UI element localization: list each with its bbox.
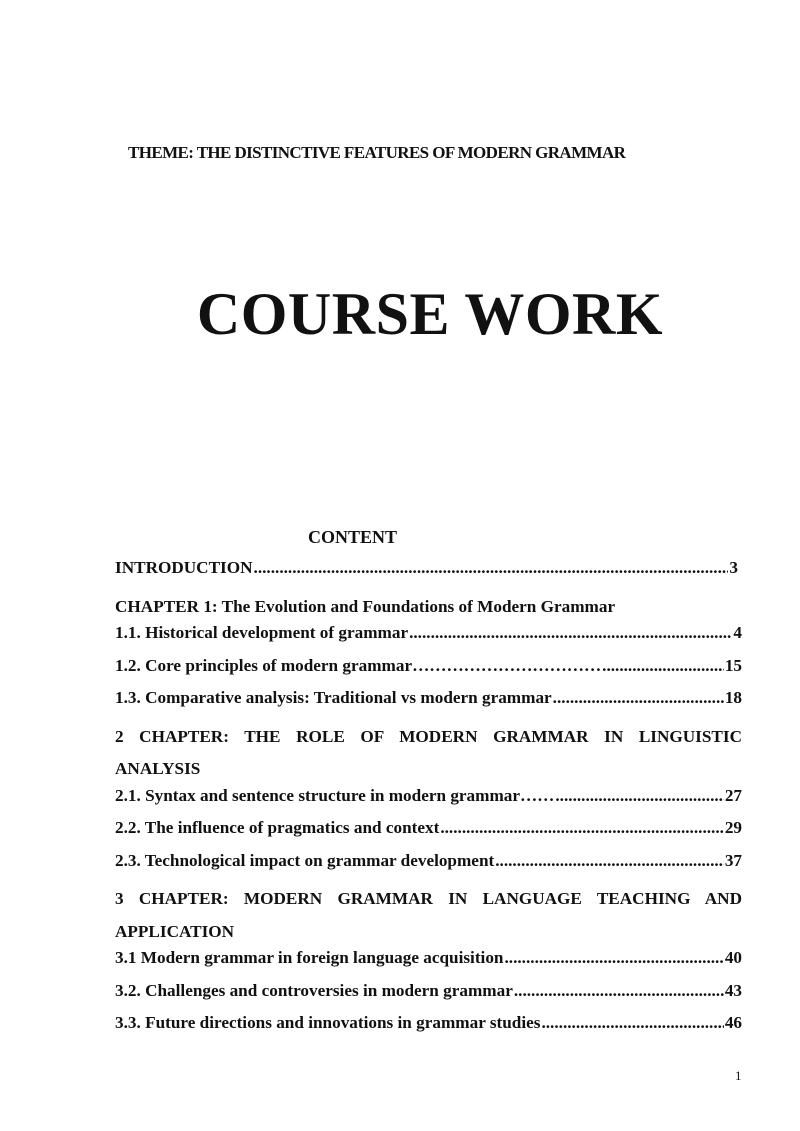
toc-chapter-2-line-1: 2 CHAPTER: THE ROLE OF MODERN GRAMMAR IN LINGUISTIC [115, 726, 742, 746]
toc-entry-introduction[interactable] [115, 558, 742, 591]
toc-chapter-1-heading[interactable]: CHAPTER 1: The Evolution and Foundations of Modern Grammar [115, 596, 616, 616]
toc-dot-leader [555, 786, 723, 806]
page-number: 1 [735, 1068, 742, 1083]
toc-entry-label: 2.3. Technological impact on grammar development [115, 850, 495, 870]
toc-entry-2-2[interactable] [115, 818, 742, 851]
toc-entry-label: 1.3. Comparative analysis: Traditional vs modern grammar [115, 688, 552, 707]
toc-dot-leader [514, 981, 724, 1001]
toc-entry-3-1[interactable] [115, 948, 742, 981]
contents-heading: CONTENT [308, 527, 398, 547]
toc-chapter-3-line-1: 3 CHAPTER: MODERN GRAMMAR IN LANGUAGE TEACHING AND [115, 889, 742, 908]
toc-chapter-2-line-2: ANALYSIS [115, 759, 201, 778]
toc-entry-label: 3.2. Challenges and controversies in modern grammar [115, 980, 513, 1000]
toc-entry-page: 43 [724, 980, 742, 1000]
toc-entry-2-3[interactable] [115, 851, 742, 884]
toc-entry-label: 1.2. Core principles of modern grammar…………………………… [115, 655, 602, 675]
toc-dot-leader [409, 623, 732, 643]
toc-entry-page: 3 [729, 558, 738, 577]
toc-dot-leader [495, 851, 724, 871]
toc-entry-label: INTRODUCTION [115, 558, 253, 577]
toc-entry-label: 1.1. Historical development of grammar [115, 623, 409, 642]
toc-entry-page: 4 [733, 623, 742, 642]
toc-entry-3-2[interactable] [115, 981, 742, 1014]
toc-chapter-3-line-2: APPLICATION [115, 921, 235, 941]
toc-entry-page: 46 [724, 1013, 742, 1032]
course-work-title: COURSE WORK [196, 281, 664, 347]
toc-entry-2-1[interactable] [115, 786, 742, 819]
toc-chapter-3-heading[interactable] [115, 883, 742, 948]
toc-entry-page: 27 [724, 785, 742, 805]
toc-dot-leader [541, 1013, 723, 1033]
toc-dot-leader [602, 656, 724, 676]
toc-entry-label: 3.3. Future directions and innovations in grammar studies [115, 1013, 541, 1032]
toc-entry-3-3[interactable] [115, 1013, 742, 1046]
toc-entry-page: 40 [724, 948, 742, 967]
toc-entry-page: 37 [724, 850, 742, 870]
table-of-contents [115, 558, 742, 1046]
toc-entry-page: 15 [724, 655, 742, 675]
toc-entry-page: 29 [724, 818, 742, 837]
toc-entry-1-2[interactable] [115, 656, 742, 689]
toc-entry-label: 2.1. Syntax and sentence structure in modern grammar…… [115, 785, 555, 805]
toc-entry-1-3[interactable] [115, 688, 742, 721]
toc-dot-leader [254, 558, 729, 578]
toc-dot-leader [440, 818, 723, 838]
toc-entry-page: 18 [724, 688, 742, 707]
toc-entry-label: 2.2. The influence of pragmatics and context [115, 818, 440, 837]
theme-line: THEME: THE DISTINCTIVE FEATURES OF MODERN GRAMMAR [128, 143, 626, 162]
toc-entry-1-1[interactable] [115, 623, 742, 656]
toc-chapter-2-heading[interactable] [115, 721, 742, 786]
toc-dot-leader [504, 948, 723, 968]
toc-dot-leader [553, 688, 724, 708]
toc-entry-label: 3.1 Modern grammar in foreign language acquisition [115, 948, 504, 967]
